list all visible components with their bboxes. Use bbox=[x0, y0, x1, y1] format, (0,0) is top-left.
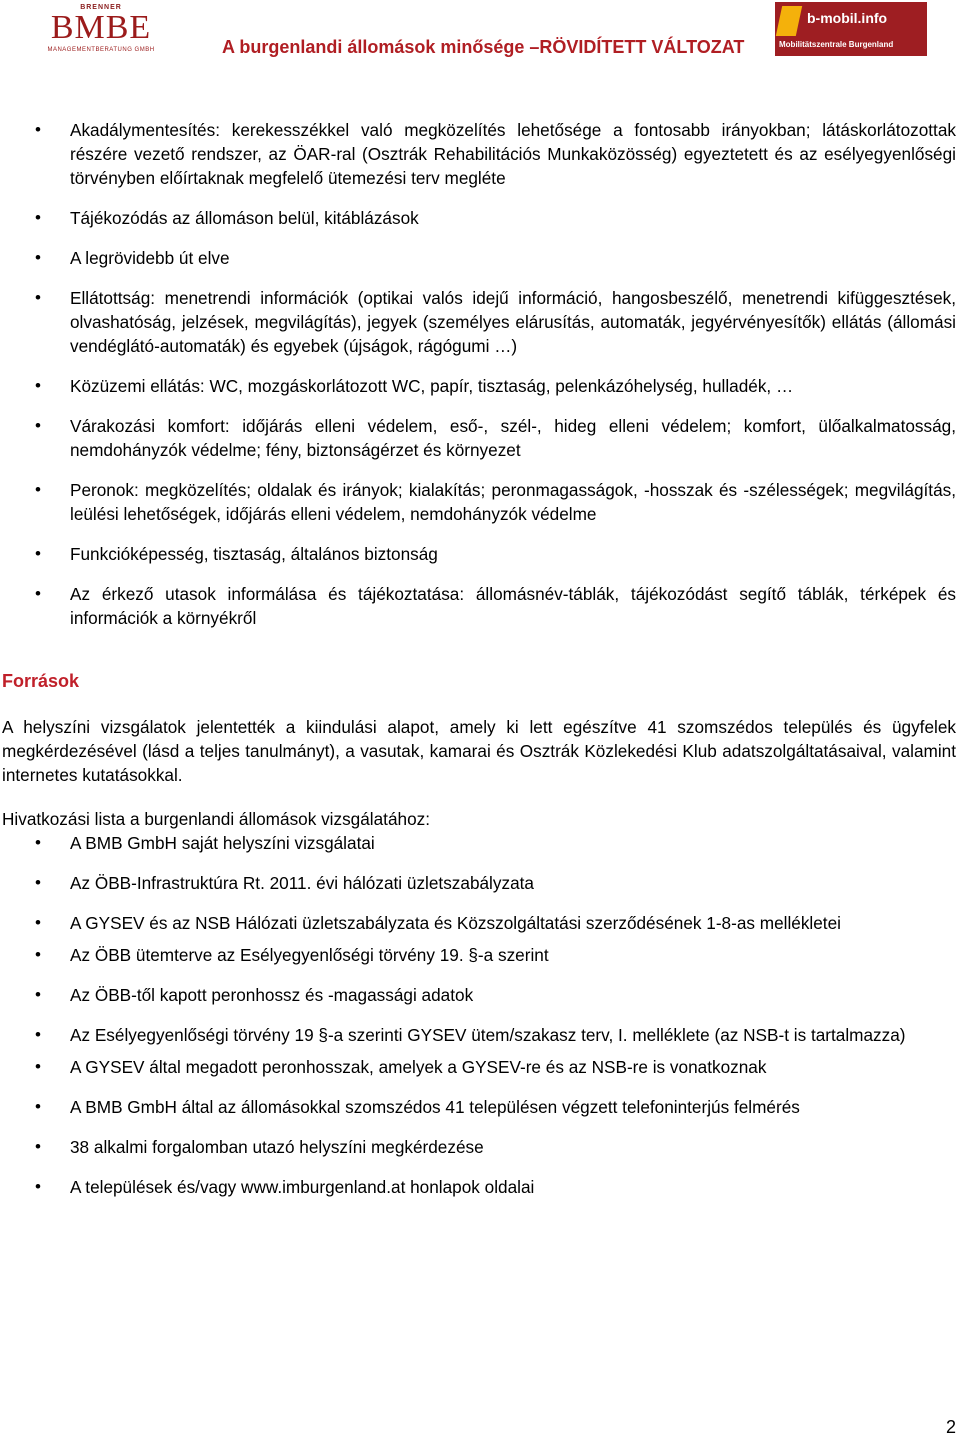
list-item: • A települések és/vagy www.imburgenland.at honlapok oldalai bbox=[0, 1175, 960, 1199]
list-item: • Ellátottság: menetrendi információk (optikai valós idejű információ, hangosbeszélő, menetrendi kifüggesztések, olvashatóság, jelzések, megvilágítás), jegyek (személyes elárusítás, automaták, jegyérvényesítők) ellátás (állomási vendéglátó-automaták) és egyebek (újságok, rágógumi …) bbox=[0, 286, 960, 358]
sources-paragraph: A helyszíni vizsgálatok jelentették a kiindulási alapot, amely ki lett egészítve 41 szomszédos település és ügyfelek megkérdezésével (lásd a teljes tanulmányt), a vasutak, kamarai és Osztrák Közlekedési Klub adatszolgáltatásaival, valamint internetes kutatásokkal. bbox=[2, 717, 956, 785]
bmbe-logo bbox=[34, 4, 168, 56]
list-item: • A legrövidebb út elve bbox=[0, 246, 960, 270]
list-item: • Peronok: megközelítés; oldalak és irányok; kialakítás; peronmagasságok, -hosszak és -szélességek; megvilágítás, leülési lehetőségek, időjárás elleni védelem, nemdohányzók védelme bbox=[0, 478, 960, 526]
page-number: 2 bbox=[945, 1417, 956, 1437]
bmobil-logo-name: b-mobil.info bbox=[807, 10, 888, 26]
list-item: • Az ÖBB-Infrastruktúra Rt. 2011. évi hálózati üzletszabályzata bbox=[0, 871, 960, 895]
list-item: • Közüzemi ellátás: WC, mozgáskorlátozott WC, papír, tisztaság, pelenkázóhelység, hulladék, … bbox=[0, 374, 960, 398]
list-item: • A GYSEV és az NSB Hálózati üzletszabályzata és Közszolgáltatási szerződésének 1-8-as mellékletei bbox=[0, 911, 960, 935]
list-item: • Akadálymentesítés: kerekesszékkel való megközelítés lehetősége a fontosabb irányokban; látáskorlátozottak részére vezető rendszer, az ÖAR-ral (Osztrák Rehabilitációs Munkaközösség) egyeztetett és az esélyegyenlőségi törvényben előírtaknak megfelelő ütemezési terv megléte bbox=[0, 118, 960, 190]
bmobil-logo-mark-icon bbox=[776, 6, 802, 36]
logo-bmbe-mark: BMBE bbox=[50, 9, 152, 46]
reference-list-intro: Hivatkozási lista a burgenlandi állomások vizsgálatához: bbox=[2, 809, 431, 829]
list-item: • Funkcióképesség, tisztaság, általános biztonság bbox=[0, 542, 960, 566]
list-item: • 38 alkalmi forgalomban utazó helyszíni megkérdezése bbox=[0, 1135, 960, 1159]
list-item: • Az érkező utasok informálása és tájékoztatása: állomásnév-táblák, tájékozódást segítő táblák, térképek és információk a környékről bbox=[0, 582, 960, 630]
list-item: • A BMB GmbH által az állomásokkal szomszédos 41 településen végzett telefoninterjús felmérés bbox=[0, 1095, 960, 1119]
criteria-list bbox=[0, 118, 960, 630]
list-item: • Tájékozódás az állomáson belül, kitáblázások bbox=[0, 206, 960, 230]
document-body bbox=[0, 118, 960, 1215]
list-item: • A GYSEV által megadott peronhosszak, amelyek a GYSEV-re és az NSB-re is vonatkoznak bbox=[0, 1055, 960, 1079]
document-title: A burgenlandi állomások minősége –RÖVIDÍTETT VÁLTOZAT bbox=[222, 37, 745, 57]
page-header bbox=[0, 0, 960, 64]
bmobil-logo bbox=[775, 2, 927, 56]
bmobil-logo-tagline: Mobilitätszentrale Burgenland bbox=[779, 40, 894, 49]
list-item: • Várakozási komfort: időjárás elleni védelem, eső-, szél-, hideg elleni védelem; komfort, ülőalkalmatosság, nemdohányzók védelme; fény, biztonságérzet és környezet bbox=[0, 414, 960, 462]
sources-heading: Források bbox=[2, 671, 80, 691]
logo-brenner-text: BRENNER bbox=[80, 4, 122, 11]
list-item: • Az ÖBB-től kapott peronhossz és -magassági adatok bbox=[0, 983, 960, 1007]
reference-list bbox=[0, 831, 960, 1199]
list-item: • Az ÖBB ütemterve az Esélyegyenlőségi törvény 19. §-a szerint bbox=[0, 943, 960, 967]
list-item: • Az Esélyegyenlőségi törvény 19 §-a szerinti GYSEV ütem/szakasz terv, I. melléklete (az NSB-t is tartalmazza) bbox=[0, 1023, 960, 1047]
logo-bmbe-subtitle: MANAGEMENTBERATUNG GMBH bbox=[47, 47, 155, 53]
list-item: • A BMB GmbH saját helyszíni vizsgálatai bbox=[0, 831, 960, 855]
